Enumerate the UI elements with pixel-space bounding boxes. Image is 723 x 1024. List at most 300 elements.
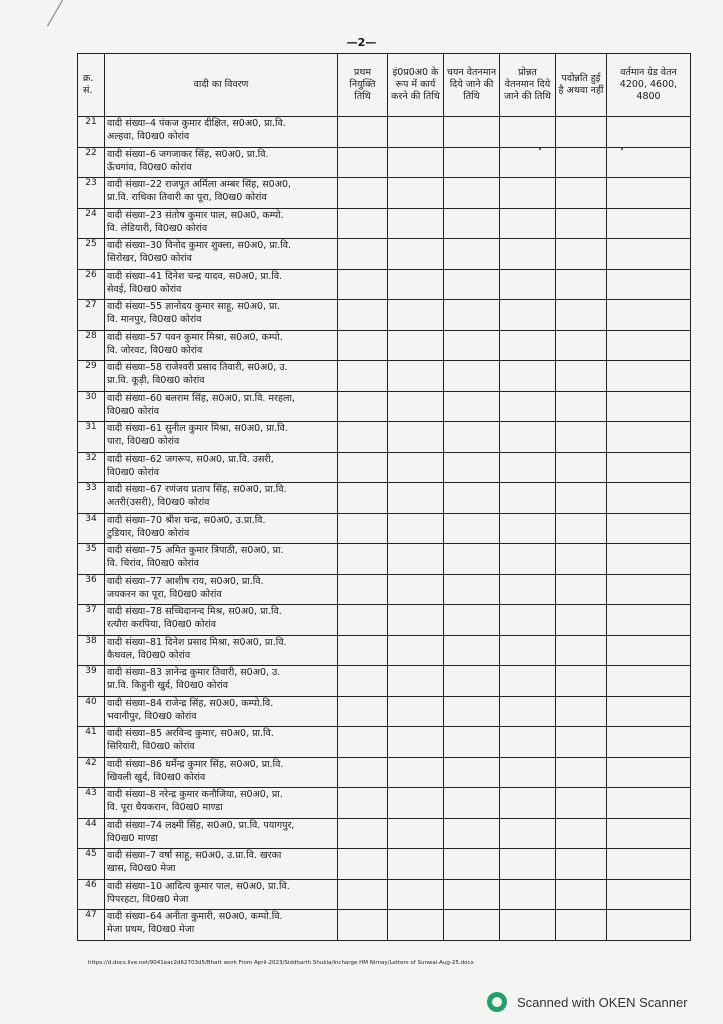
empty-cell	[444, 849, 500, 880]
empty-cell	[500, 452, 556, 483]
empty-cell	[338, 361, 388, 392]
plaintiff-details-line: पारा, वि0ख0 कोरांव	[107, 436, 180, 447]
row-serial-number: 29	[78, 361, 105, 392]
empty-cell	[338, 452, 388, 483]
empty-cell	[338, 635, 388, 666]
col-first-appointment: प्रथम नियुक्ति तिथि	[338, 54, 388, 117]
empty-cell	[388, 818, 444, 849]
empty-cell	[444, 483, 500, 514]
empty-cell	[607, 452, 691, 483]
plaintiff-details-line: अतरी(उसरी), वि0ख0 कोरांव	[107, 497, 210, 508]
empty-cell	[338, 330, 388, 361]
col-promotion-status: पदोन्नति हुई है अथवा नहीं	[556, 54, 607, 117]
empty-cell	[444, 147, 500, 178]
row-plaintiff-details	[105, 605, 338, 636]
plaintiff-details-line: वादी संख्या–83 ज्ञानेन्द्र कुमार तिवारी, स0अ0, उ.	[107, 667, 281, 678]
empty-cell	[556, 879, 607, 910]
empty-cell	[607, 788, 691, 819]
empty-cell	[388, 696, 444, 727]
empty-cell	[338, 666, 388, 697]
row-serial-number: 39	[78, 666, 105, 697]
row-serial-number: 36	[78, 574, 105, 605]
row-serial-number: 45	[78, 849, 105, 880]
plaintiff-details-line: वादी संख्या–57 पवन कुमार मिश्रा, स0अ0, कम्पो.	[107, 331, 283, 343]
row-serial-number: 41	[78, 727, 105, 758]
plaintiff-details-line: वि. पूरा धैयकरान, वि0ख0 माण्डा	[107, 802, 223, 813]
empty-cell	[500, 544, 556, 575]
plaintiff-details-line: टुडियार, वि0ख0 कोरांव	[107, 527, 190, 539]
empty-cell	[500, 818, 556, 849]
empty-cell	[500, 727, 556, 758]
table-row	[78, 452, 691, 483]
empty-cell	[556, 330, 607, 361]
row-plaintiff-details	[105, 849, 338, 880]
plaintiff-details-line: प्रा.वि. कूड़ी, वि0ख0 कोरांव	[107, 375, 205, 386]
empty-cell	[388, 239, 444, 270]
empty-cell	[388, 635, 444, 666]
empty-cell	[556, 391, 607, 422]
empty-cell	[556, 757, 607, 788]
empty-cell	[556, 574, 607, 605]
empty-cell	[444, 117, 500, 148]
row-serial-number: 44	[78, 818, 105, 849]
plaintiff-details-line: खास, वि0ख0 मेजा	[107, 863, 176, 874]
empty-cell	[388, 757, 444, 788]
row-plaintiff-details	[105, 910, 338, 941]
table-row	[78, 727, 691, 758]
empty-cell	[444, 788, 500, 819]
empty-cell	[388, 269, 444, 300]
plaintiff-details-line: खिवली खुर्द, वि0ख0 कोरांव	[107, 771, 206, 783]
empty-cell	[556, 818, 607, 849]
table-row	[78, 757, 691, 788]
pen-stroke	[47, 0, 78, 35]
plaintiff-details-line: वादी संख्या–64 अनीता कुमारी, स0अ0, कम्पो.वि.	[107, 911, 283, 922]
empty-cell	[338, 574, 388, 605]
empty-cell	[444, 239, 500, 270]
empty-cell	[607, 879, 691, 910]
empty-cell	[338, 239, 388, 270]
empty-cell	[607, 757, 691, 788]
empty-cell	[556, 178, 607, 209]
table-row	[78, 269, 691, 300]
table-row	[78, 422, 691, 453]
empty-cell	[388, 544, 444, 575]
empty-cell	[388, 574, 444, 605]
plaintiff-details-line: वि. चिरांव, वि0ख0 कोरांव	[107, 558, 199, 569]
empty-cell	[338, 818, 388, 849]
empty-cell	[444, 269, 500, 300]
empty-cell	[607, 361, 691, 392]
col-promoted-scale-date: प्रोन्नत वेतनमान दिये जाने की तिथि	[500, 54, 556, 117]
row-plaintiff-details	[105, 391, 338, 422]
empty-cell	[500, 178, 556, 209]
row-plaintiff-details	[105, 696, 338, 727]
empty-cell	[388, 513, 444, 544]
row-plaintiff-details	[105, 422, 338, 453]
row-plaintiff-details	[105, 574, 338, 605]
empty-cell	[444, 574, 500, 605]
empty-cell	[388, 879, 444, 910]
document-path: https://d.docs.live.net/9041eac2d62703d5/Bhatt work From April-2023/Siddharth Shukla/Incharge HM Nirnay/Letters of Sunwai-Aug-25.docx	[88, 960, 474, 966]
plaintiff-details-line: अल्हवा, वि0ख0 कोरांव	[107, 131, 190, 142]
plaintiff-details-line: वादी संख्या–67 रणंजय प्रताप सिंह, स0अ0, प्रा.वि.	[107, 484, 287, 495]
row-plaintiff-details	[105, 818, 338, 849]
empty-cell	[338, 605, 388, 636]
empty-cell	[388, 208, 444, 239]
row-serial-number: 30	[78, 391, 105, 422]
empty-cell	[556, 422, 607, 453]
scanner-watermark-text: Scanned with OKEN Scanner	[517, 994, 688, 1010]
row-plaintiff-details	[105, 300, 338, 331]
col-incharge-date: इं0प्र0अ0 के रूप में कार्य करने की तिथि	[388, 54, 444, 117]
empty-cell	[556, 361, 607, 392]
empty-cell	[444, 178, 500, 209]
table-row	[78, 574, 691, 605]
empty-cell	[444, 879, 500, 910]
plaintiff-details-line: जयकरन का पूरा, वि0ख0 कोरांव	[107, 588, 222, 600]
empty-cell	[556, 727, 607, 758]
table-row	[78, 879, 691, 910]
empty-cell	[607, 208, 691, 239]
empty-cell	[388, 178, 444, 209]
empty-cell	[607, 910, 691, 941]
empty-cell	[556, 269, 607, 300]
plaintiff-details-line: भवानीपुर, वि0ख0 कोरांव	[107, 710, 197, 722]
row-serial-number: 31	[78, 422, 105, 453]
empty-cell	[556, 452, 607, 483]
empty-cell	[388, 117, 444, 148]
plaintiff-details-line: वादी संख्या–6 जगजाकर सिंह, स0अ0, प्रा.वि.	[107, 148, 269, 160]
empty-cell	[444, 544, 500, 575]
row-serial-number: 40	[78, 696, 105, 727]
empty-cell	[556, 605, 607, 636]
empty-cell	[338, 422, 388, 453]
scanner-watermark	[487, 992, 688, 1012]
col-current-grade-pay: वर्तमान ग्रेड वेतन 4200, 4600, 4800	[607, 54, 691, 117]
table-row	[78, 361, 691, 392]
empty-cell	[500, 391, 556, 422]
empty-cell	[338, 757, 388, 788]
table-row	[78, 666, 691, 697]
page-number: —2—	[346, 36, 377, 49]
empty-cell	[338, 727, 388, 758]
empty-cell	[556, 117, 607, 148]
oken-logo-icon	[487, 992, 507, 1012]
empty-cell	[556, 544, 607, 575]
plaintiff-details-line: वादी संख्या–23 संतोष कुमार पाल, स0अ0, कम्पो.	[107, 209, 284, 221]
row-plaintiff-details	[105, 239, 338, 270]
empty-cell	[388, 910, 444, 941]
row-plaintiff-details	[105, 757, 338, 788]
empty-cell	[388, 483, 444, 514]
plaintiff-details-line: पिपरहटा, वि0ख0 मेजा	[107, 893, 189, 905]
table-row	[78, 635, 691, 666]
table-row	[78, 178, 691, 209]
empty-cell	[607, 605, 691, 636]
plaintiff-details-line: मेजा प्रथम, वि0ख0 मेजा	[107, 924, 195, 935]
plaintiff-details-line: वादी संख्या–85 अरविन्द कुमार, स0अ0, प्रा.वि.	[107, 728, 274, 739]
empty-cell	[500, 788, 556, 819]
empty-cell	[607, 300, 691, 331]
empty-cell	[607, 391, 691, 422]
empty-cell	[556, 849, 607, 880]
plaintiff-details-line: वादी संख्या–86 धर्मेन्द्र कुमार सिंह, स0अ0, प्रा.वि.	[107, 758, 284, 770]
row-serial-number: 28	[78, 330, 105, 361]
row-plaintiff-details	[105, 788, 338, 819]
plaintiff-details-line: सिरियारी, वि0ख0 कोरांव	[107, 741, 195, 752]
row-serial-number: 47	[78, 910, 105, 941]
row-serial-number: 21	[78, 117, 105, 148]
table-row	[78, 849, 691, 880]
plaintiff-details-line: वादी संख्या–30 विनोद कुमार शुक्ला, स0अ0, प्रा.वि.	[107, 240, 291, 251]
empty-cell	[607, 849, 691, 880]
table-row	[78, 696, 691, 727]
empty-cell	[500, 208, 556, 239]
empty-cell	[500, 422, 556, 453]
table-row	[78, 788, 691, 819]
table-row	[78, 330, 691, 361]
empty-cell	[444, 635, 500, 666]
empty-cell	[607, 818, 691, 849]
table-row	[78, 391, 691, 422]
row-plaintiff-details	[105, 178, 338, 209]
empty-cell	[556, 239, 607, 270]
empty-cell	[444, 666, 500, 697]
row-plaintiff-details	[105, 269, 338, 300]
table-row	[78, 910, 691, 941]
empty-cell	[338, 879, 388, 910]
empty-cell	[444, 818, 500, 849]
ink-dot	[621, 148, 623, 150]
empty-cell	[338, 696, 388, 727]
empty-cell	[500, 330, 556, 361]
empty-cell	[338, 178, 388, 209]
row-plaintiff-details	[105, 879, 338, 910]
row-serial-number: 37	[78, 605, 105, 636]
empty-cell	[607, 117, 691, 148]
empty-cell	[500, 574, 556, 605]
empty-cell	[607, 269, 691, 300]
row-serial-number: 35	[78, 544, 105, 575]
plaintiff-details-line: वादी संख्या–78 सच्चिदानन्द मिश्र, स0अ0, प्रा.वि.	[107, 606, 282, 617]
empty-cell	[444, 910, 500, 941]
row-plaintiff-details	[105, 361, 338, 392]
empty-cell	[500, 147, 556, 178]
plaintiff-details-line: वादी संख्या–74 लक्ष्मी सिंह, स0अ0, प्रा.वि. पयागपुर,	[107, 819, 295, 831]
plaintiff-details-line: वादी संख्या–58 राजेश्वरी प्रसाद तिवारी, स0अ0, उ.	[107, 362, 288, 373]
row-plaintiff-details	[105, 452, 338, 483]
empty-cell	[607, 666, 691, 697]
empty-cell	[607, 483, 691, 514]
empty-cell	[338, 544, 388, 575]
row-serial-number: 23	[78, 178, 105, 209]
empty-cell	[388, 147, 444, 178]
empty-cell	[388, 361, 444, 392]
empty-cell	[500, 269, 556, 300]
empty-cell	[338, 117, 388, 148]
empty-cell	[556, 513, 607, 544]
empty-cell	[444, 727, 500, 758]
plaintiff-details-line: वादी संख्या–55 ज्ञानोदय कुमार साहू, स0अ0, प्रा.	[107, 301, 280, 312]
table-row	[78, 239, 691, 270]
plaintiff-details-line: वादी संख्या–10 आदित्य कुमार पाल, स0अ0, प्रा.वि.	[107, 880, 290, 892]
row-plaintiff-details	[105, 117, 338, 148]
empty-cell	[607, 330, 691, 361]
empty-cell	[444, 513, 500, 544]
empty-cell	[500, 239, 556, 270]
empty-cell	[556, 635, 607, 666]
empty-cell	[388, 849, 444, 880]
row-plaintiff-details	[105, 666, 338, 697]
plaintiff-details-line: कैथवल, वि0ख0 कोरांव	[107, 649, 191, 661]
empty-cell	[444, 208, 500, 239]
plaintiff-details-line: वि0ख0 माण्डा	[107, 832, 158, 844]
empty-cell	[500, 635, 556, 666]
row-serial-number: 25	[78, 239, 105, 270]
row-plaintiff-details	[105, 635, 338, 666]
plaintiff-details-line: वादी संख्या–60 बलराम सिंह, स0अ0, प्रा.वि. मरहला,	[107, 392, 295, 404]
plaintiff-details-line: वादी संख्या–22 राजपूत अर्मिला अम्बर सिंह, स0अ0,	[107, 179, 292, 190]
row-plaintiff-details	[105, 513, 338, 544]
row-plaintiff-details	[105, 483, 338, 514]
empty-cell	[388, 605, 444, 636]
plaintiff-details-line: रत्यौरा करपिया, वि0ख0 कोरांव	[107, 619, 217, 630]
empty-cell	[607, 574, 691, 605]
table-row	[78, 483, 691, 514]
empty-cell	[500, 849, 556, 880]
empty-cell	[444, 330, 500, 361]
empty-cell	[500, 696, 556, 727]
empty-cell	[500, 605, 556, 636]
empty-cell	[338, 849, 388, 880]
empty-cell	[500, 879, 556, 910]
plaintiff-details-line: वादी संख्या–70 श्रीश चन्द्र, स0अ0, उ.प्रा.वि.	[107, 514, 266, 526]
row-serial-number: 32	[78, 452, 105, 483]
empty-cell	[444, 696, 500, 727]
plaintiff-details-line: वादी संख्या–77 आशीष राय, स0अ0, प्रा.वि.	[107, 575, 264, 587]
empty-cell	[607, 544, 691, 575]
plaintiff-details-line: प्रा.वि. किहुनी खुर्द, वि0ख0 कोरांव	[107, 680, 229, 691]
row-serial-number: 38	[78, 635, 105, 666]
row-serial-number: 43	[78, 788, 105, 819]
row-serial-number: 34	[78, 513, 105, 544]
empty-cell	[556, 208, 607, 239]
empty-cell	[388, 666, 444, 697]
table-row	[78, 147, 691, 178]
empty-cell	[607, 239, 691, 270]
empty-cell	[500, 666, 556, 697]
empty-cell	[444, 452, 500, 483]
table-row	[78, 544, 691, 575]
empty-cell	[444, 605, 500, 636]
empty-cell	[556, 910, 607, 941]
table-row	[78, 117, 691, 148]
plaintiff-details-line: वादी संख्या–4 पंकज कुमार दीक्षित, स0अ0, प्रा.वि.	[107, 118, 286, 129]
empty-cell	[388, 422, 444, 453]
plaintiff-details-line: वि0ख0 कोरांव	[107, 466, 160, 478]
empty-cell	[607, 147, 691, 178]
plaintiff-details-line: वादी संख्या–84 राजेन्द्र सिंह, स0अ0, कम्पो.वि.	[107, 697, 274, 709]
empty-cell	[338, 788, 388, 819]
row-plaintiff-details	[105, 147, 338, 178]
empty-cell	[500, 300, 556, 331]
empty-cell	[338, 483, 388, 514]
plaintiff-details-line: वादी संख्या–62 जगरूप, स0अ0, प्रा.वि. उसरी,	[107, 453, 274, 465]
plaintiff-table	[77, 53, 691, 941]
empty-cell	[556, 147, 607, 178]
empty-cell	[388, 300, 444, 331]
empty-cell	[388, 330, 444, 361]
table-row	[78, 208, 691, 239]
empty-cell	[444, 422, 500, 453]
empty-cell	[556, 666, 607, 697]
col-selection-scale-date: चयन वेतनमान दिये जाने की तिथि	[444, 54, 500, 117]
empty-cell	[444, 300, 500, 331]
empty-cell	[338, 300, 388, 331]
empty-cell	[388, 788, 444, 819]
row-plaintiff-details	[105, 208, 338, 239]
plaintiff-details-line: ऊँचगांव, वि0ख0 कोरांव	[107, 161, 192, 173]
empty-cell	[388, 391, 444, 422]
empty-cell	[338, 513, 388, 544]
table-header-row	[78, 54, 691, 117]
empty-cell	[338, 391, 388, 422]
plaintiff-details-line: वादी संख्या–75 अमित कुमार त्रिपाठी, स0अ0, प्रा.	[107, 545, 284, 556]
ink-dot	[539, 148, 541, 150]
plaintiff-details-line: वि0ख0 कोरांव	[107, 405, 160, 417]
plaintiff-details-line: प्रा.वि. राधिका तिवारी का पूरा, वि0ख0 कोरांव	[107, 192, 267, 203]
row-plaintiff-details	[105, 727, 338, 758]
empty-cell	[444, 361, 500, 392]
plaintiff-details-line: वादी संख्या–61 सुनील कुमार मिश्रा, स0अ0, प्रा.वि.	[107, 423, 288, 434]
empty-cell	[444, 391, 500, 422]
table-row	[78, 605, 691, 636]
empty-cell	[338, 147, 388, 178]
empty-cell	[500, 513, 556, 544]
plaintiff-details-line: वि. लेडियारी, वि0ख0 कोरांव	[107, 222, 208, 234]
empty-cell	[607, 178, 691, 209]
row-serial-number: 22	[78, 147, 105, 178]
plaintiff-details-line: वि. मानपुर, वि0ख0 कोरांव	[107, 314, 202, 325]
row-plaintiff-details	[105, 330, 338, 361]
col-plaintiff-details: वादी का विवरण	[105, 54, 338, 117]
empty-cell	[338, 269, 388, 300]
empty-cell	[556, 788, 607, 819]
plaintiff-details-line: वादी संख्या–41 दिनेश चन्द्र यादव, स0अ0, प्रा.वि.	[107, 270, 283, 282]
empty-cell	[388, 727, 444, 758]
plaintiff-details-line: वादी संख्या–7 वर्षा साहू, स0अ0, उ.प्रा.वि. खरका	[107, 850, 282, 861]
empty-cell	[500, 361, 556, 392]
empty-cell	[388, 452, 444, 483]
plaintiff-details-line: सेवई, वि0ख0 कोरांव	[107, 283, 182, 295]
empty-cell	[444, 757, 500, 788]
empty-cell	[607, 513, 691, 544]
plaintiff-details-line: सिरोखर, वि0ख0 कोरांव	[107, 253, 192, 264]
plaintiff-details-line: वादी संख्या–81 दिनेश प्रसाद मिश्रा, स0अ0, प्रा.वि.	[107, 636, 287, 648]
empty-cell	[556, 696, 607, 727]
row-serial-number: 24	[78, 208, 105, 239]
row-serial-number: 42	[78, 757, 105, 788]
row-serial-number: 33	[78, 483, 105, 514]
plaintiff-details-line: वि. जोरवट, वि0ख0 कोरांव	[107, 344, 203, 356]
table-row	[78, 818, 691, 849]
empty-cell	[607, 635, 691, 666]
row-plaintiff-details	[105, 544, 338, 575]
empty-cell	[500, 910, 556, 941]
empty-cell	[556, 300, 607, 331]
table-row	[78, 300, 691, 331]
